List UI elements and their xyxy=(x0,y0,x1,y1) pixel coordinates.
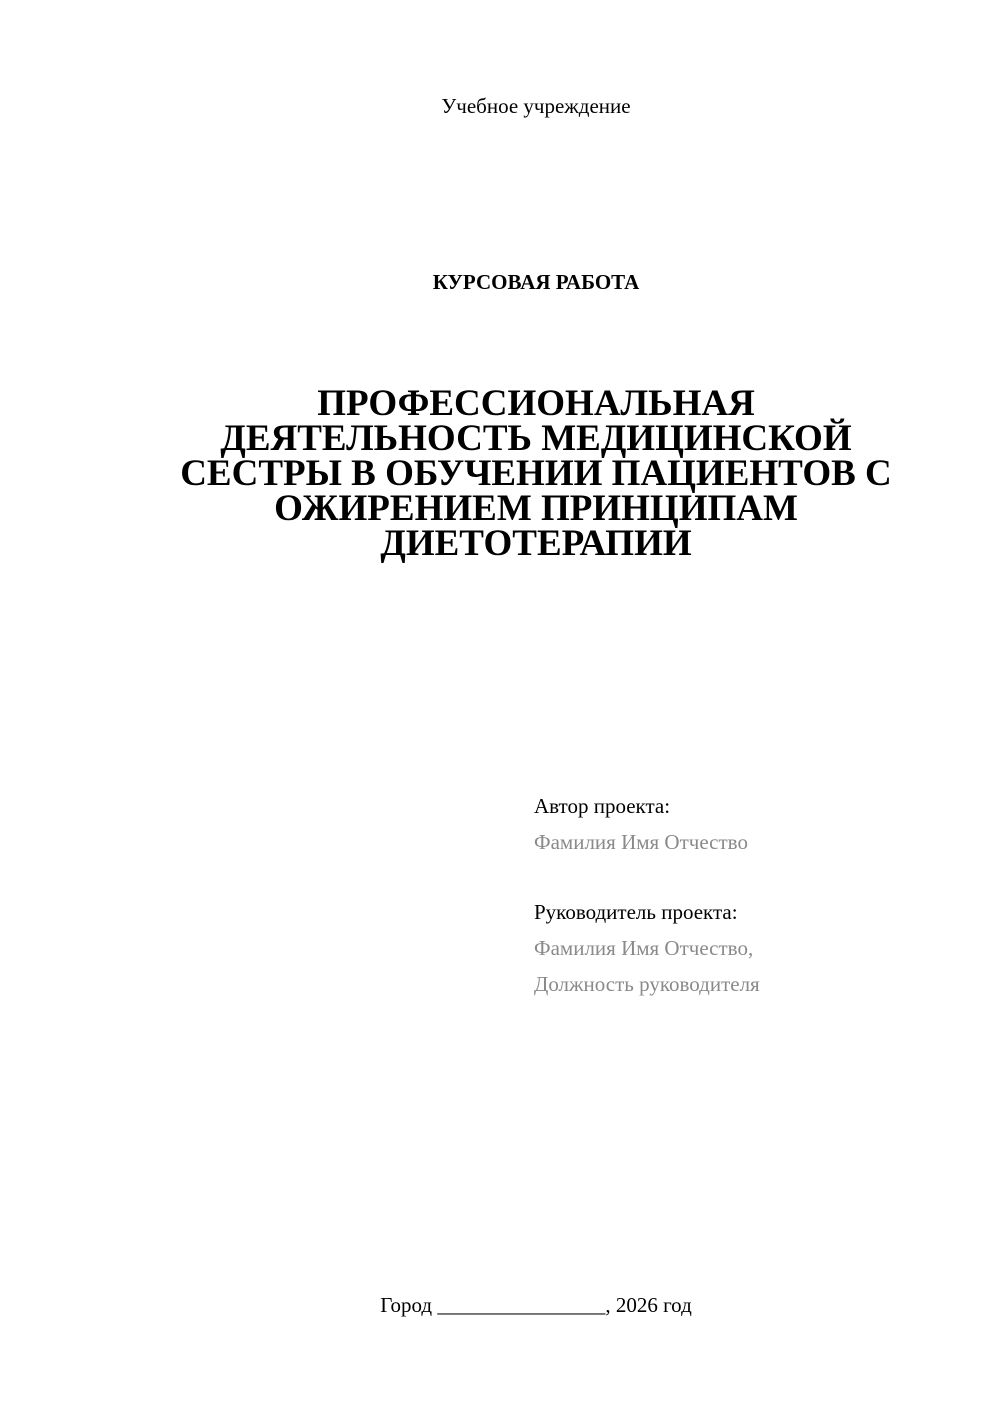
title-line: ПРОФЕССИОНАЛЬНАЯ xyxy=(317,383,755,424)
supervisor-label: Руководитель проекта: xyxy=(534,900,738,924)
title-line: ДЕЯТЕЛЬНОСТЬ МЕДИЦИНСКОЙ xyxy=(220,418,852,459)
work-type-heading: КУРСОВАЯ РАБОТА xyxy=(432,270,640,294)
supervisor-name: Фамилия Имя Отчество, xyxy=(534,936,754,960)
authors-block xyxy=(534,788,954,1002)
institution-name: Учебное учреждение xyxy=(441,94,631,118)
author-label: Автор проекта: xyxy=(534,794,671,818)
title-line: СЕСТРЫ В ОБУЧЕНИИ ПАЦИЕНТОВ С xyxy=(180,453,892,494)
document-title xyxy=(150,383,922,564)
supervisor-position: Должность руководителя xyxy=(534,972,760,996)
title-line: ОЖИРЕНИЕМ ПРИНЦИПАМ xyxy=(274,488,798,529)
city-year-line: Город ________________, 2026 год xyxy=(380,1293,692,1317)
author-name: Фамилия Имя Отчество xyxy=(534,830,748,854)
title-line: ДИЕТОТЕРАПИИ xyxy=(380,523,692,564)
